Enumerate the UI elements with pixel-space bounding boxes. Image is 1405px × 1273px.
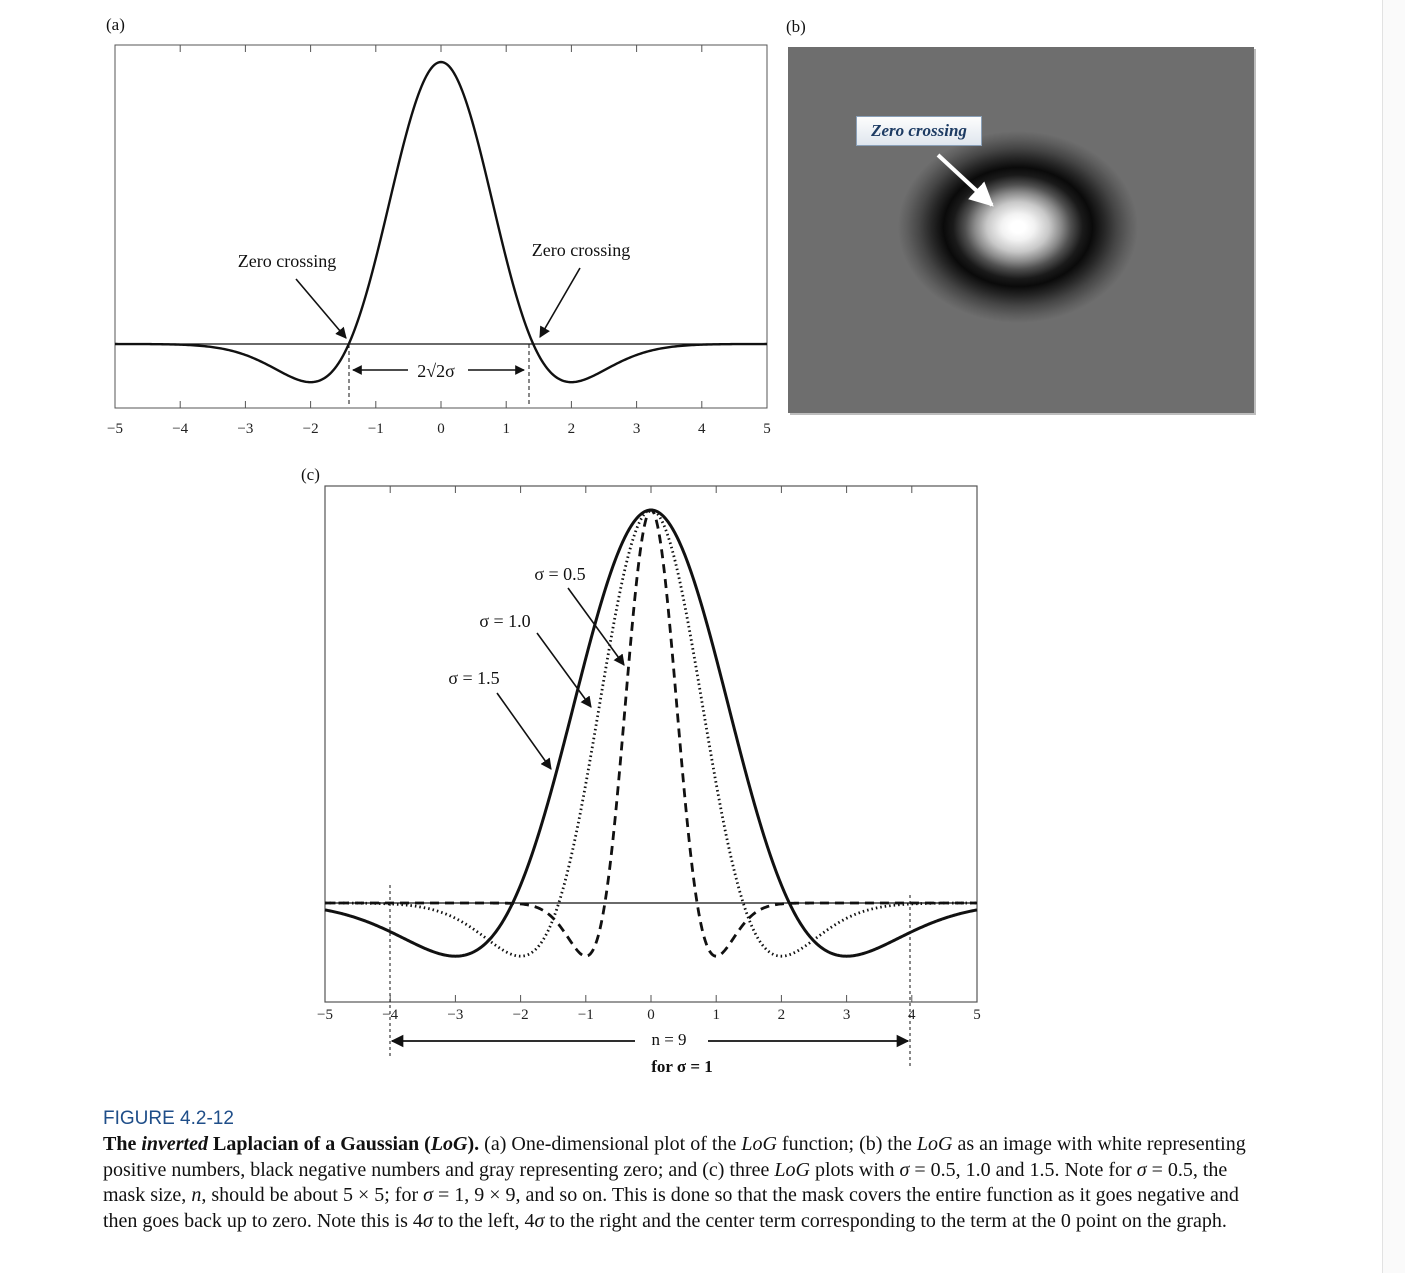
tick-label: 4 — [698, 421, 706, 437]
figure-caption-text: The inverted Laplacian of a Gaussian (LoG). (a) One-dimensional plot of the LoG function; (b) the LoG as an image with white representing positive numbers, black negative numbers and gray representing zero; and (c) three LoG plots with σ = 0.5, 1.0 and 1.5. Note for σ = 0.5, the mask size, n, should be about 5 × 5; for σ = 1, 9 × 9, and so on. This is done so that the mask covers the entire function as it goes negative and then goes back up to zero. Note this is 4σ to the left, 4σ to the right and the center term corresponding to the term at the 0 point on the graph. — [103, 1133, 1246, 1232]
chart-c-sigma-1-5-arrow — [497, 693, 551, 769]
chart-a-span-label: 2√2σ — [417, 361, 455, 381]
tick-label: 4 — [908, 1007, 916, 1023]
chart-c-series-sigma-1-0 — [325, 510, 977, 956]
chart-c-series-sigma-1-5 — [325, 510, 977, 956]
chart-a-frame — [115, 45, 767, 408]
panel-b-label: (b) — [786, 17, 806, 36]
panel-c-label: (c) — [301, 465, 320, 484]
chart-c-sigma-0-5-arrow — [568, 588, 624, 665]
tick-label: 0 — [437, 421, 445, 437]
tick-label: −2 — [512, 1007, 529, 1023]
chart-c-series-sigma-0-5 — [325, 510, 977, 956]
chart-a-zero-crossing-left-arrow — [296, 279, 346, 338]
chart-a — [0, 0, 800, 450]
tick-label: 2 — [777, 1007, 786, 1023]
chart-c-mask-sigma-label: for σ = 1 — [651, 1057, 713, 1076]
tick-label: 2 — [567, 421, 576, 437]
log-image-blob — [788, 47, 1254, 413]
tick-label: 3 — [842, 1007, 851, 1023]
figure-number: FIGURE 4.2-12 — [103, 1108, 234, 1129]
tick-label: −5 — [317, 1007, 333, 1023]
tick-label: 0 — [647, 1007, 655, 1023]
chart-c-sigma-1-5-label: σ = 1.5 — [448, 668, 500, 688]
chart-a-log-curve — [115, 62, 767, 382]
tick-label: 3 — [632, 421, 641, 437]
chart-c-sigma-1-0-label: σ = 1.0 — [479, 611, 531, 631]
figure-caption — [103, 1108, 1263, 1234]
tick-label: −4 — [382, 1007, 399, 1023]
tick-label: −1 — [367, 421, 384, 437]
tick-label: −3 — [447, 1007, 464, 1023]
chart-c-frame — [325, 486, 977, 1002]
panel-a-label: (a) — [106, 15, 125, 34]
chart-c-sigma-0-5-label: σ = 0.5 — [534, 564, 586, 584]
zero-crossing-callout: Zero crossing — [856, 116, 982, 146]
tick-label: 5 — [973, 1007, 981, 1023]
tick-label: 5 — [763, 421, 771, 437]
chart-a-zero-crossing-right-arrow — [540, 268, 580, 337]
zero-crossing-callout-arrow — [930, 150, 1010, 220]
page-scrollbar[interactable] — [1382, 0, 1405, 1273]
chart-a-zero-crossing-left-label: Zero crossing — [237, 251, 337, 271]
tick-label: −5 — [107, 421, 123, 437]
chart-c — [0, 460, 1000, 1090]
tick-label: 1 — [502, 421, 510, 437]
tick-label: 1 — [712, 1007, 720, 1023]
tick-label: −2 — [302, 421, 319, 437]
tick-label: −3 — [237, 421, 254, 437]
log-image-panel — [788, 47, 1254, 413]
chart-a-zero-crossing-right-label: Zero crossing — [531, 240, 631, 260]
tick-label: −4 — [172, 421, 189, 437]
chart-c-mask-size-label: n = 9 — [651, 1030, 687, 1049]
tick-label: −1 — [577, 1007, 594, 1023]
